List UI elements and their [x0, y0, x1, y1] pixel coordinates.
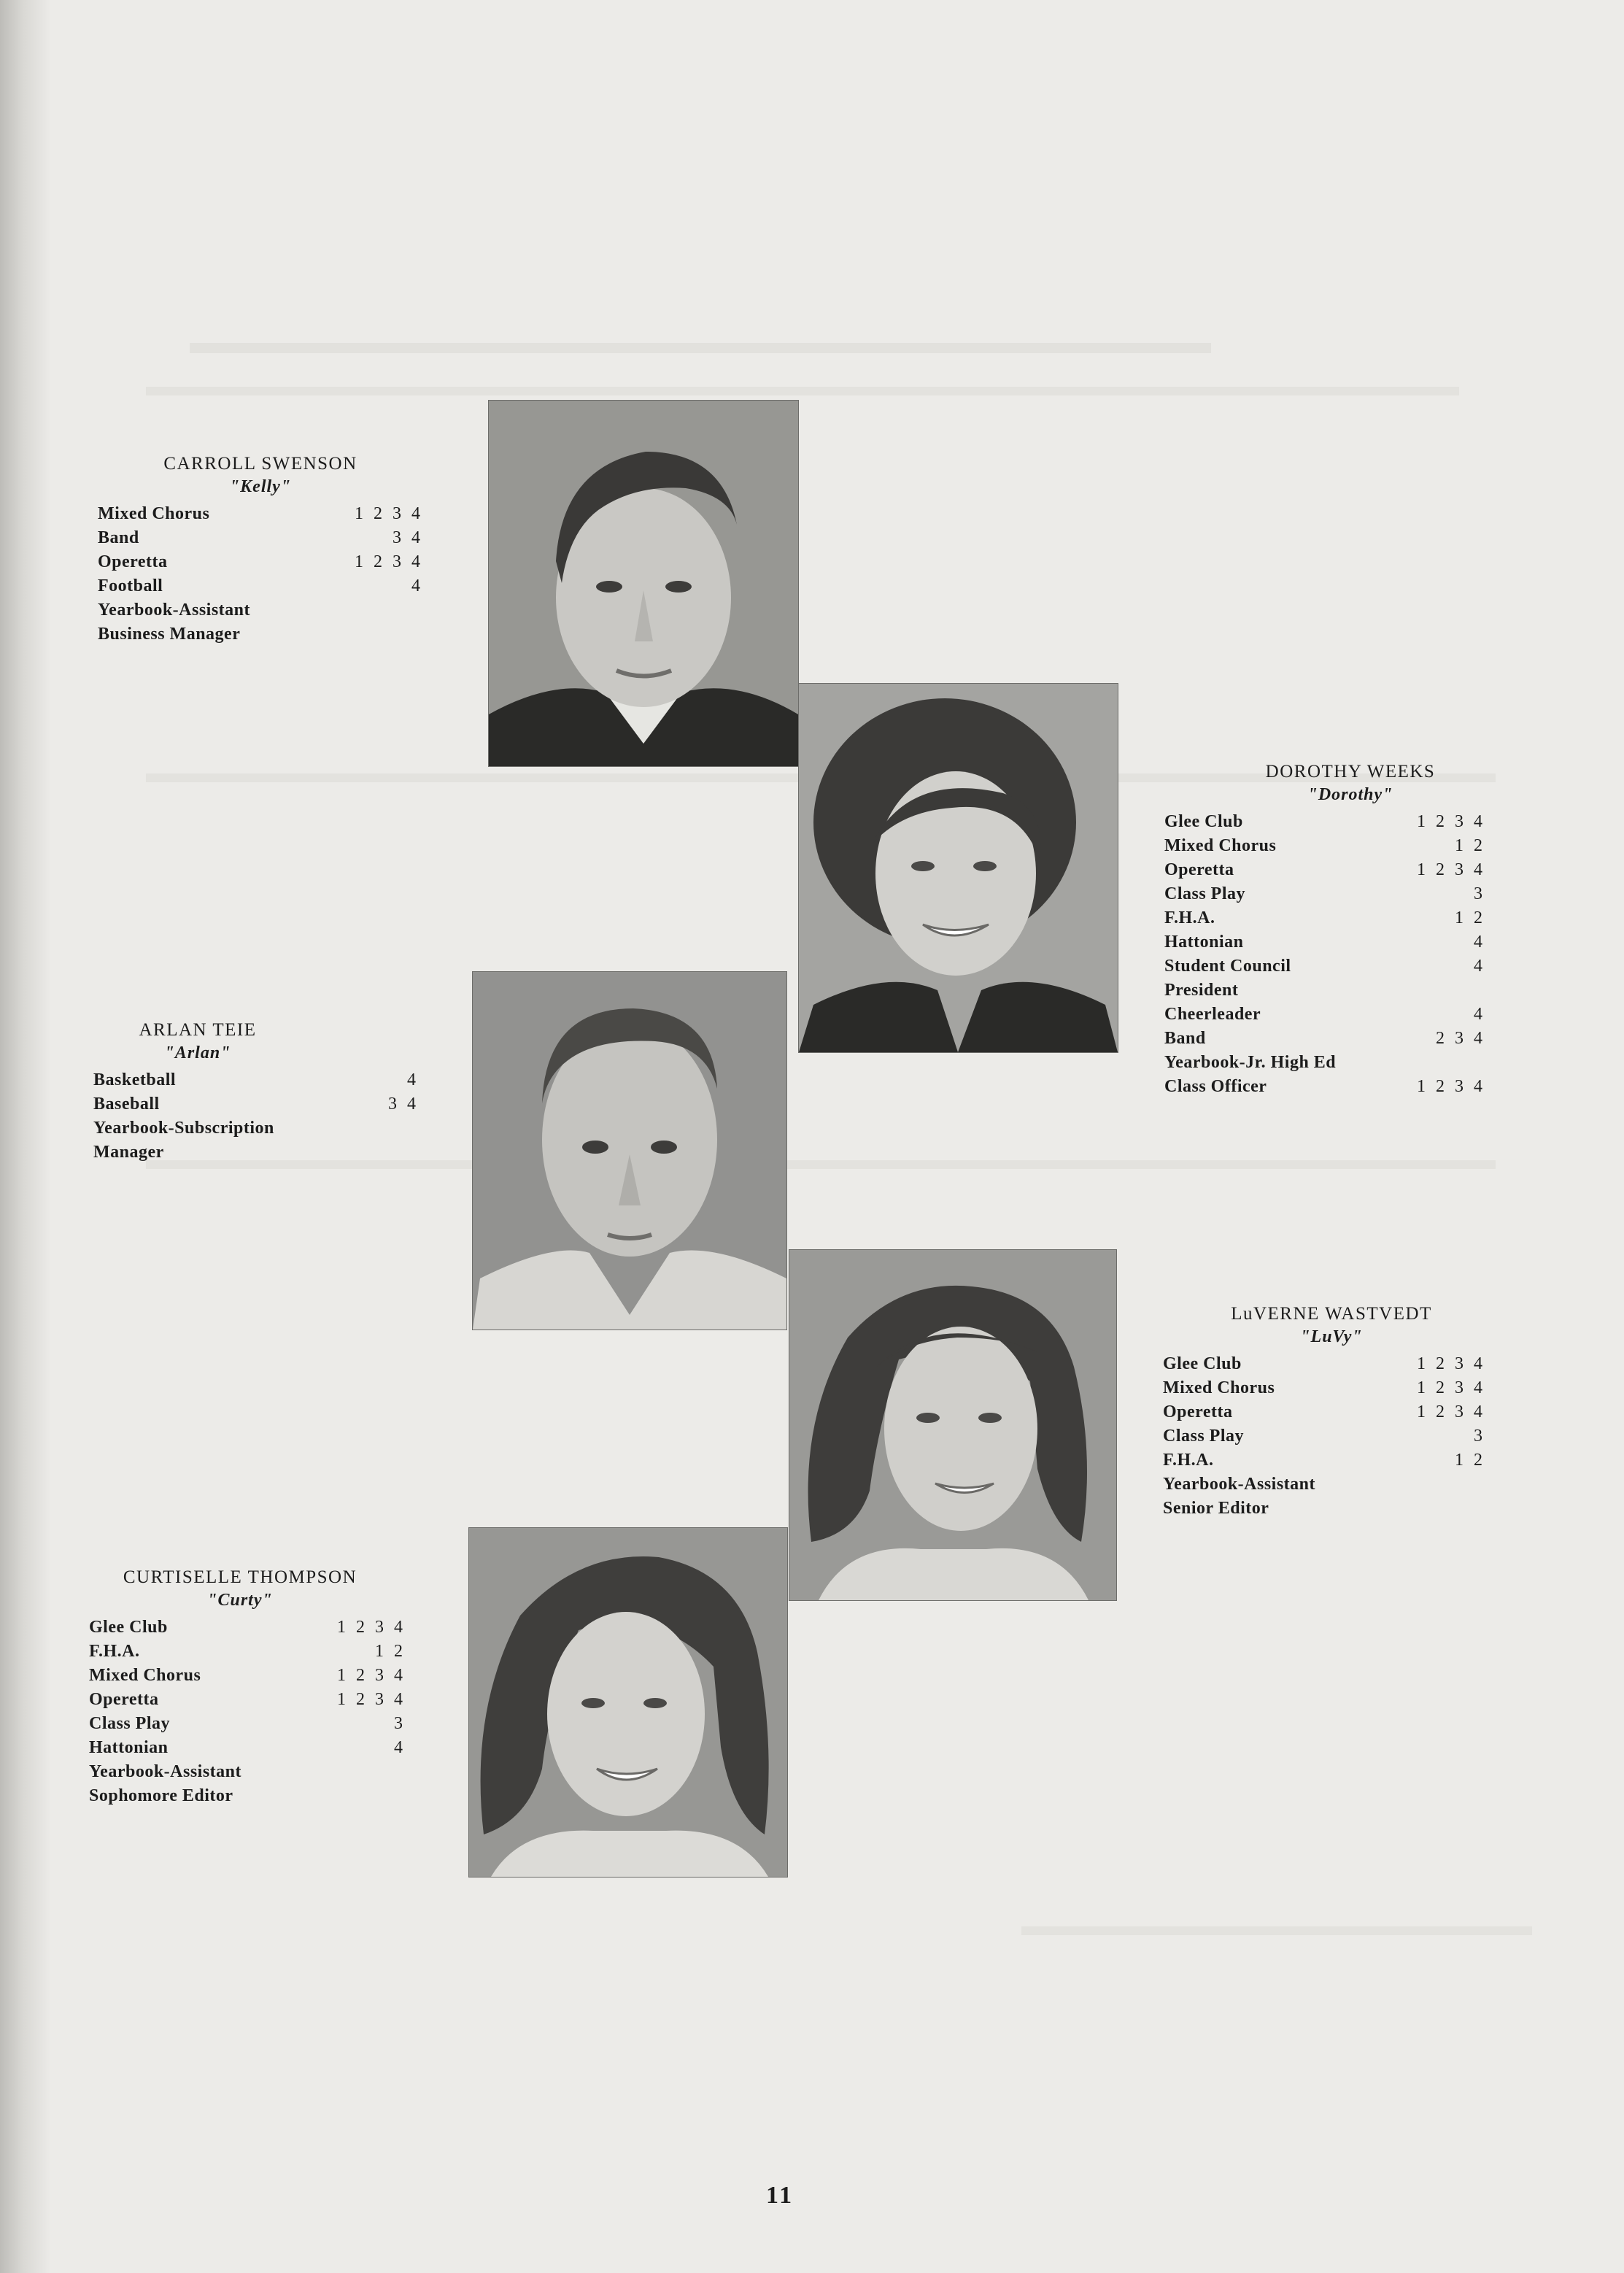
activity-row: [89, 1712, 406, 1736]
activity-years: 3: [1474, 1427, 1485, 1446]
activity-row: [1164, 834, 1485, 858]
bio-arlan-teie: [93, 1019, 419, 1165]
activity-row: [1164, 1027, 1485, 1051]
student-nickname: "Dorothy": [1307, 785, 1393, 804]
activity-label: F.H.A.: [1163, 1451, 1214, 1470]
activity-row: [1164, 954, 1485, 979]
activity-label: Class Play: [1163, 1427, 1245, 1446]
activity-row: [1163, 1497, 1485, 1521]
activity-label: Glee Club: [1163, 1354, 1242, 1373]
activity-label: Yearbook-Assistant: [98, 601, 251, 620]
activity-row: [89, 1736, 406, 1760]
activity-row: [1163, 1424, 1485, 1448]
activity-years: 1 2 3 4: [1417, 812, 1485, 831]
bio-dorothy-weeks: [1164, 760, 1485, 1099]
activity-row: [1163, 1448, 1485, 1473]
activity-years: 1 2: [1455, 908, 1485, 927]
student-name: LuVERNE WASTVEDT: [1231, 1304, 1432, 1324]
student-nickname: "Kelly": [229, 477, 292, 496]
activity-row: [89, 1640, 406, 1664]
activity-label: F.H.A.: [1164, 908, 1215, 927]
activity-row: [1164, 979, 1485, 1003]
activity-years: 3 4: [388, 1095, 419, 1114]
activity-row: [98, 502, 423, 526]
activity-row: [98, 598, 423, 622]
activity-row: [89, 1688, 406, 1712]
activity-label: President: [1164, 981, 1239, 1000]
activity-label: Operetta: [1163, 1402, 1233, 1421]
portrait-arlan-teie: [473, 972, 786, 1330]
activity-row: [93, 1116, 419, 1141]
activity-years: 1 2 3 4: [337, 1666, 406, 1685]
activity-years: 4: [407, 1070, 419, 1089]
activity-label: Band: [1164, 1029, 1206, 1048]
activity-row: [89, 1616, 406, 1640]
bio-luverne-wastvedt: [1163, 1303, 1485, 1521]
activity-label: Manager: [93, 1143, 164, 1162]
student-name: ARLAN TEIE: [139, 1020, 257, 1040]
activity-label: Yearbook-Assistant: [89, 1762, 242, 1781]
activity-row: [98, 526, 423, 550]
activity-row: [1163, 1376, 1485, 1400]
activity-row: [1164, 882, 1485, 906]
activity-label: Mixed Chorus: [1164, 836, 1277, 855]
activity-label: Glee Club: [1164, 812, 1243, 831]
bio-carroll-swenson: [98, 452, 423, 647]
bleed-through-line: [146, 387, 1459, 395]
activity-label: Class Officer: [1164, 1077, 1267, 1096]
activity-label: Band: [98, 528, 139, 547]
activity-years: 4: [1474, 957, 1485, 976]
activity-label: F.H.A.: [89, 1642, 140, 1661]
activity-label: Yearbook-Assistant: [1163, 1475, 1316, 1494]
activity-label: Senior Editor: [1163, 1499, 1269, 1518]
activity-label: Baseball: [93, 1095, 160, 1114]
activity-label: Hattonian: [1164, 933, 1244, 952]
activity-years: 4: [1474, 933, 1485, 952]
activity-years: 1 2 3 4: [355, 552, 423, 571]
page-number: 11: [766, 2182, 794, 2209]
bleed-through-line: [190, 343, 1211, 353]
portrait-carroll-swenson: [489, 401, 798, 766]
activity-row: [1163, 1400, 1485, 1424]
activity-row: [1164, 930, 1485, 954]
activity-years: 4: [394, 1738, 406, 1757]
activity-row: [93, 1141, 419, 1165]
activity-row: [1163, 1473, 1485, 1497]
activity-years: 4: [411, 576, 423, 595]
activity-label: Hattonian: [89, 1738, 169, 1757]
student-nickname: "Arlan": [164, 1043, 231, 1062]
activity-label: Basketball: [93, 1070, 177, 1089]
activity-row: [98, 622, 423, 647]
portrait-curtiselle-thompson: [469, 1528, 787, 1877]
activity-row: [1164, 1003, 1485, 1027]
activity-years: 1 2 3 4: [1417, 860, 1485, 879]
activity-label: Mixed Chorus: [89, 1666, 201, 1685]
student-name: CARROLL SWENSON: [163, 454, 357, 474]
activity-years: 3 4: [393, 528, 423, 547]
activity-row: [1163, 1352, 1485, 1376]
student-nickname: "Curty": [207, 1591, 273, 1610]
student-nickname: "LuVy": [1300, 1327, 1363, 1346]
activity-years: 1 2 3 4: [1417, 1354, 1485, 1373]
activity-years: 1 2 3 4: [1417, 1378, 1485, 1397]
activity-row: [1164, 1051, 1485, 1075]
activity-row: [1164, 1075, 1485, 1099]
activity-row: [89, 1784, 406, 1808]
activity-label: Yearbook-Subscription: [93, 1119, 274, 1138]
activity-years: 1 2: [1455, 1451, 1485, 1470]
activity-label: Operetta: [1164, 860, 1234, 879]
activity-years: 1 2 3 4: [337, 1690, 406, 1709]
activity-row: [89, 1664, 406, 1688]
portrait-dorothy-weeks: [799, 684, 1118, 1052]
activity-label: Cheerleader: [1164, 1005, 1261, 1024]
activity-row: [98, 550, 423, 574]
activity-years: 1 2 3 4: [337, 1618, 406, 1637]
activity-row: [1164, 810, 1485, 834]
activity-row: [89, 1760, 406, 1784]
activity-years: 1 2: [1455, 836, 1485, 855]
activity-label: Operetta: [98, 552, 168, 571]
activity-label: Class Play: [1164, 884, 1246, 903]
activity-row: [1164, 858, 1485, 882]
activity-years: 4: [1474, 1005, 1485, 1024]
activity-years: 1 2 3 4: [1417, 1077, 1485, 1096]
activity-row: [93, 1068, 419, 1092]
activity-years: 1 2 3 4: [355, 504, 423, 523]
activity-row: [98, 574, 423, 598]
activity-label: Student Council: [1164, 957, 1291, 976]
page-spine-shadow: [0, 0, 51, 2273]
activity-label: Sophomore Editor: [89, 1786, 233, 1805]
activity-years: 2 3 4: [1436, 1029, 1485, 1048]
activity-label: Glee Club: [89, 1618, 168, 1637]
activity-row: [1164, 906, 1485, 930]
activity-years: 3: [1474, 884, 1485, 903]
activity-label: Business Manager: [98, 625, 241, 644]
activity-label: Yearbook-Jr. High Ed: [1164, 1053, 1337, 1072]
activity-years: 3: [394, 1714, 406, 1733]
activity-years: 1 2 3 4: [1417, 1402, 1485, 1421]
activity-row: [93, 1092, 419, 1116]
bio-curtiselle-thompson: [89, 1566, 406, 1808]
portrait-luverne-wastvedt: [789, 1250, 1116, 1600]
bleed-through-line: [1021, 1926, 1532, 1935]
student-name: CURTISELLE THOMPSON: [123, 1567, 357, 1587]
student-name: DOROTHY WEEKS: [1265, 762, 1436, 782]
activity-label: Operetta: [89, 1690, 159, 1709]
activity-label: Mixed Chorus: [1163, 1378, 1275, 1397]
activity-years: 1 2: [375, 1642, 406, 1661]
activity-label: Mixed Chorus: [98, 504, 210, 523]
activity-label: Class Play: [89, 1714, 171, 1733]
activity-label: Football: [98, 576, 163, 595]
